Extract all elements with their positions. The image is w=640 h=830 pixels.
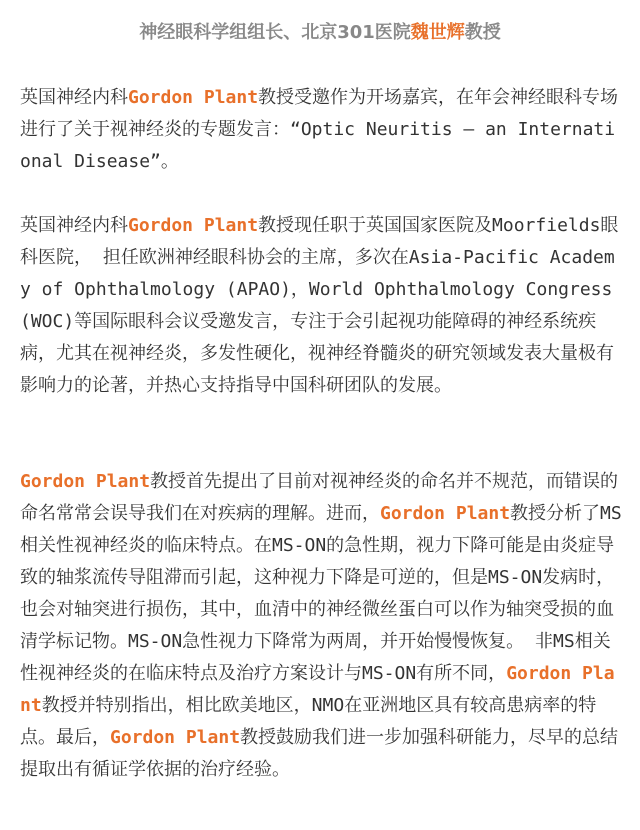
- text-segment: 教授现任职于英国国家医院及Moorfields眼科医院， 担任欧洲神经眼科协会的主席，多次在Asia-Pacific Academy of Ophthalmology (APAO)，World Ophthalmology Congress (WOC)等国际眼科会议受邀发言，专注于会引起视功能障碍的神经系统疾病，尤其在视神经炎，多发性硬化，视神经脊髓炎的研究领域发表大量极有影响力的论著，并热心支持指导中国科研团队的发展。: [20, 215, 619, 396]
- text-segment: 英国神经内科: [20, 215, 128, 236]
- highlighted-name: Gordon Plant: [20, 663, 615, 716]
- paragraph-biography: [20, 210, 624, 402]
- text-segment: 英国神经内科: [20, 87, 128, 108]
- image-caption: [0, 20, 640, 46]
- caption-highlight-name: 魏世辉: [410, 22, 465, 43]
- caption-suffix: 教授: [464, 22, 501, 43]
- text-segment: 教授受邀作为开场嘉宾，在年会神经眼科专场进行了关于视神经炎的专题发言：“Optic Neuritis – an International Disease”。: [20, 87, 619, 172]
- text-segment: 教授首先提出了目前对视神经炎的命名并不规范，而错误的命名常常会误导我们在对疾病的理解。进而，: [20, 471, 619, 524]
- highlighted-name: Gordon Plant: [20, 471, 151, 492]
- highlighted-name: Gordon Plant: [128, 215, 259, 236]
- caption-prefix: 神经眼科学组组长、北京301医院: [139, 22, 411, 43]
- text-segment: 教授鼓励我们进一步加强科研能力，尽早的总结提取出有循证学依据的治疗经验。: [20, 727, 619, 780]
- paragraph-lecture-summary: [20, 466, 624, 786]
- highlighted-name: Gordon Plant: [110, 727, 241, 748]
- paragraph-intro: [20, 82, 624, 178]
- text-segment: 教授分析了MS相关性视神经炎的临床特点。在MS-ON的急性期，视力下降可能是由炎症导致的轴浆流传导阻滞而引起，这种视力下降是可逆的，但是MS-ON发病时，也会对轴突进行损伤，其中，血清中的神经微丝蛋白可以作为轴突受损的血清学标记物。MS-ON急性视力下降常为两周，并开始慢慢恢复。 非MS相关性视神经炎的在临床特点及治疗方案设计与MS-ON有所不同，: [20, 503, 622, 684]
- text-segment: 教授并特别指出，相比欧美地区，NMO在亚洲地区具有较高患病率的特点。最后，: [20, 695, 597, 748]
- highlighted-name: Gordon Plant: [128, 87, 259, 108]
- highlighted-name: Gordon Plant: [380, 503, 511, 524]
